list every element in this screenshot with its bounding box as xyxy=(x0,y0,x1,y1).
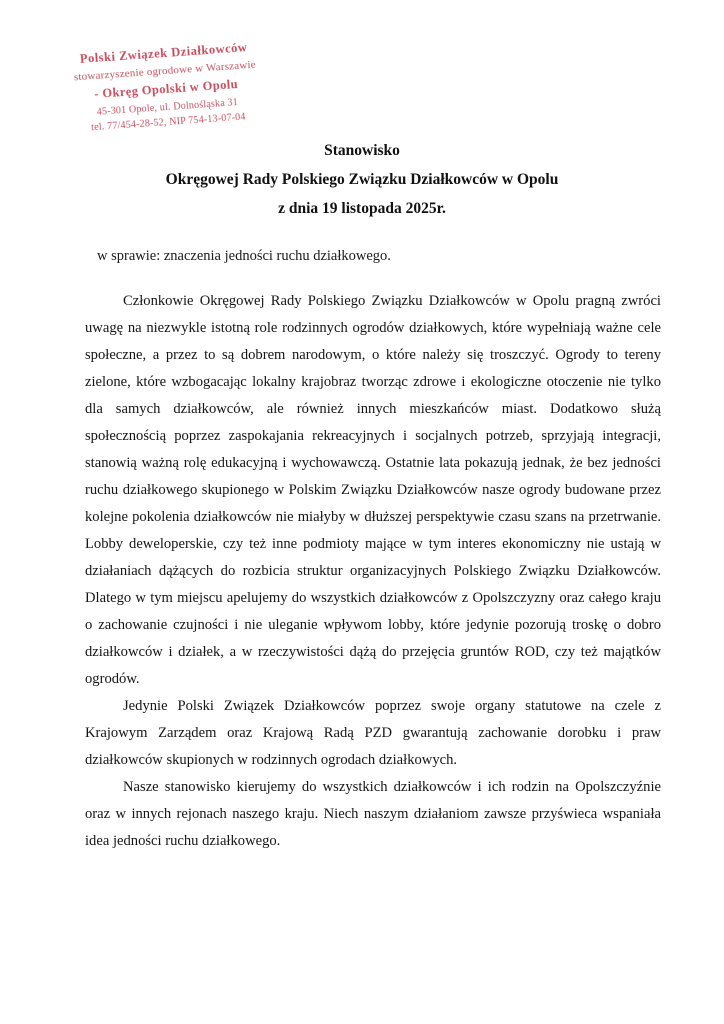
title-line-kind: Stanowisko xyxy=(324,142,400,159)
stamp-phone-nip: tel. 77/454-28-52, NIP 754-13-07-04 xyxy=(90,111,246,134)
document-body xyxy=(85,288,661,855)
subject-line: w sprawie: znaczenia jedności ruchu działkowego. xyxy=(97,248,391,264)
body-paragraph-2: Jedynie Polski Związek Działkowców poprzez swoje organy statutowe na czele z Krajowym Zarządem oraz Krajową Radą PZD gwarantują zachowanie dorobku i praw działkowców skupionych w rodzinnych ogrodach działkowych. xyxy=(85,698,661,768)
document-title xyxy=(0,136,724,223)
body-paragraph-1: Członkowie Okręgowej Rady Polskiego Związku Działkowców w Opolu pragną zwróci uwagę na niezwykle istotną role rodzinnych ogrodów działkowych, które wypełniają ważne cele społeczne, a przez to są dobrem narodowym, o które należy się troszczyć. Ogrody to tereny zielone, które wzbogacając lokalny krajobraz tworząc zdrowe i ekologiczne otoczenie nie tylko dla samych działkowców, ale również innych mieszkańców miast. Dodatkowo służą społecznością poprzez zaspokajania rekreacyjnych i socjalnych potrzeb, sprzyjają integracji, stanowią ważną rolę edukacyjną i wychowawczą. Ostatnie lata pokazują jednak, że bez jedności ruchu działkowego skupionego w Polskim Związku Działkowców nasze ogrody budowane przez kolejne pokolenia działkowców nie miałyby w dłuższej perspektywie czasu szans na przetrwanie. Lobby deweloperskie, czy też inne podmioty mające w tym interes ekonomiczny nie ustają w działaniach dążących do rozbicia struktur organizacyjnych Polskiego Związku Działkowców. Dlatego w tym miejscu apelujemy do wszystkich działkowców z Opolszczyzny oraz całego kraju o zachowanie czujności i nie uleganie wpływom lobby, które jedynie pozorują troskę o dobro działkowców i działek, a w rzeczywistości dążą do przejęcia gruntów ROD, czy też majątków ogrodów. xyxy=(85,293,661,687)
stamp-association: stowarzyszenie ogrodowe w Warszawie xyxy=(73,59,257,84)
stamp-district: - Okręg Opolski w Opolu xyxy=(93,77,239,102)
body-paragraph-3: Nasze stanowisko kierujemy do wszystkich działkowców i ich rodzin na Opolszczyźnie oraz w innych rejonach naszego kraju. Niech naszym działaniom zawsze przyświeca wspaniała idea jedności ruchu działkowego. xyxy=(85,779,661,849)
org-stamp xyxy=(55,37,277,139)
title-line-body: Okręgowej Rady Polskiego Związku Działkowców w Opolu xyxy=(165,171,559,188)
title-line-date: z dnia 19 listopada 2025r. xyxy=(278,200,446,217)
stamp-org-name: Polski Związek Działkowców xyxy=(79,40,248,66)
stamp-address: 45-301 Opole, ul. Dolnośląska 31 xyxy=(96,96,239,118)
